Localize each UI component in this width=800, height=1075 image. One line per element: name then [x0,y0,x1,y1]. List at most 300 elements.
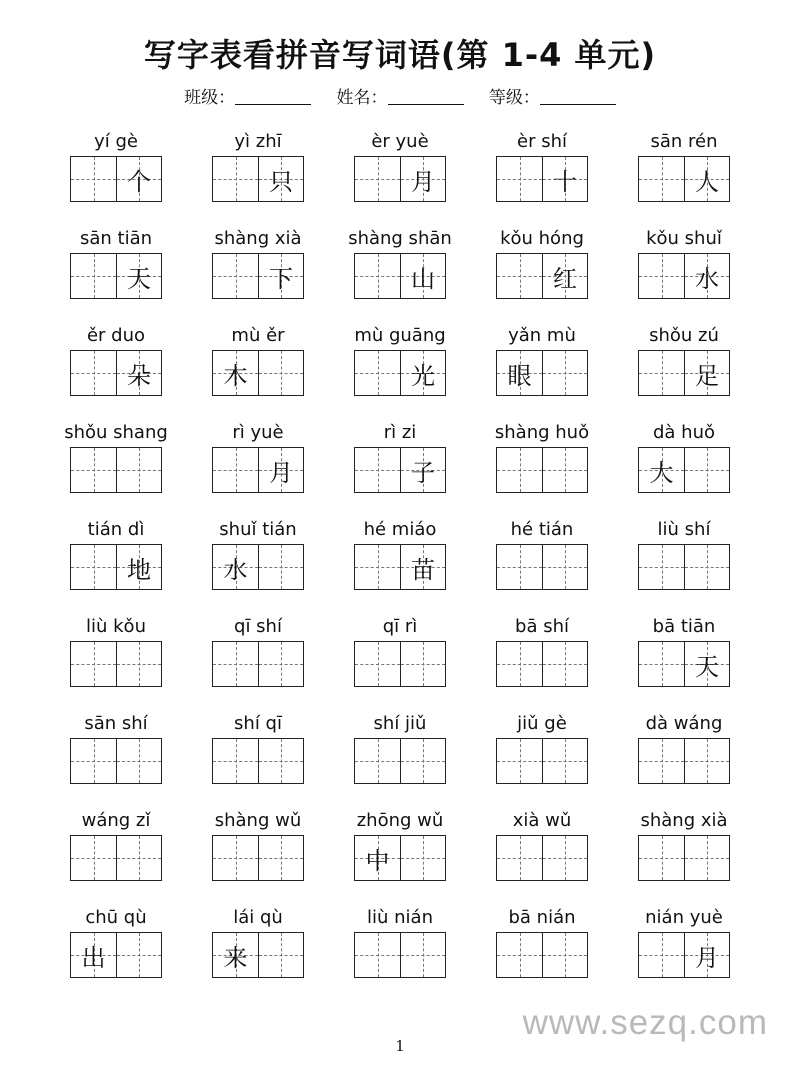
hanzi-char [401,739,445,783]
pinyin-label: shàng wǔ [214,810,302,831]
tianzige-box[interactable] [355,351,400,395]
word-item [45,225,187,322]
hanzi-char [355,448,400,492]
pinyin-label: liù kǒu [86,616,146,637]
hanzi-char [213,642,258,686]
tianzige-box[interactable] [400,642,445,686]
tianzige-box[interactable] [684,351,729,395]
hanzi-char [117,642,161,686]
tianzige-box[interactable] [400,351,445,395]
tianzige-box[interactable] [639,351,684,395]
pinyin-label: qī rì [382,616,418,637]
tianzige-box[interactable] [213,448,258,492]
tianzige-box[interactable] [639,254,684,298]
class-field [184,83,311,108]
hanzi-char [401,642,445,686]
tianzige-box[interactable] [355,933,400,977]
tianzige-box[interactable] [497,836,542,880]
pinyin-label: shuǐ tián [219,519,297,540]
hanzi-char: 苗 [411,555,435,584]
hanzi-char [355,351,400,395]
tianzige-box[interactable] [213,157,258,201]
hanzi-char [497,836,542,880]
hanzi-char [543,448,587,492]
pinyin-label: qī shí [234,616,282,637]
grade-label: 等级： [488,88,540,108]
hanzi-char [71,254,116,298]
tianzige-box-pair [354,350,446,396]
hanzi-char: 木 [223,361,248,390]
tianzige-box[interactable] [258,545,303,589]
tianzige-box-pair [496,641,588,687]
hanzi-char [685,448,729,492]
tianzige-box-pair [70,738,162,784]
word-item [187,225,329,322]
tianzige-box[interactable] [497,642,542,686]
tianzige-box[interactable] [355,642,400,686]
student-info-line [0,83,800,108]
tianzige-box-pair [354,253,446,299]
word-item [329,613,471,710]
tianzige-box[interactable] [497,933,542,977]
word-item [45,128,187,225]
pinyin-label: rì yuè [232,422,284,443]
hanzi-char: 只 [269,167,293,196]
hanzi-char [213,254,258,298]
tianzige-box[interactable] [71,642,116,686]
tianzige-box[interactable] [497,254,542,298]
hanzi-char [639,933,684,977]
pinyin-label: jiǔ gè [517,713,567,734]
tianzige-box-pair [70,835,162,881]
word-item [45,419,187,516]
hanzi-char [497,157,542,201]
tianzige-box-pair [638,350,730,396]
pinyin-label: shàng xià [214,228,302,249]
name-field [337,83,464,108]
tianzige-box[interactable] [355,545,400,589]
tianzige-box[interactable] [213,545,258,589]
hanzi-char: 子 [411,458,435,487]
tianzige-box[interactable] [400,448,445,492]
word-item [471,807,613,904]
tianzige-box[interactable] [400,157,445,201]
word-item [613,419,755,516]
hanzi-char: 水 [695,264,719,293]
tianzige-box[interactable] [116,351,161,395]
pinyin-label: shǒu shang [64,422,168,443]
tianzige-box[interactable] [71,739,116,783]
word-item [329,710,471,807]
word-item [471,904,613,1001]
tianzige-box[interactable] [684,836,729,880]
tianzige-box[interactable] [542,448,587,492]
tianzige-box-pair [354,447,446,493]
pinyin-label: chū qù [85,907,147,928]
hanzi-char: 山 [411,264,435,293]
hanzi-char [497,448,542,492]
tianzige-box[interactable] [684,545,729,589]
hanzi-char: 地 [127,555,151,584]
tianzige-box[interactable] [400,836,445,880]
tianzige-box[interactable] [639,739,684,783]
tianzige-box[interactable] [684,642,729,686]
pinyin-label: liù nián [367,907,433,928]
word-item [187,807,329,904]
tianzige-box-pair [638,253,730,299]
tianzige-box-pair [70,544,162,590]
pinyin-label: mù ěr [231,325,285,346]
tianzige-box[interactable] [400,739,445,783]
tianzige-box-pair [354,835,446,881]
tianzige-box-pair [638,932,730,978]
hanzi-char [543,351,587,395]
pinyin-label: shàng shān [348,228,452,249]
hanzi-char [71,739,116,783]
pinyin-label: yí gè [94,131,138,152]
tianzige-box[interactable] [542,254,587,298]
hanzi-char [639,545,684,589]
hanzi-char [355,254,400,298]
word-item [613,322,755,419]
tianzige-box[interactable] [639,642,684,686]
word-item [45,710,187,807]
hanzi-char [685,836,729,880]
grade-field [489,83,616,108]
tianzige-box-pair [496,932,588,978]
word-item [187,419,329,516]
tianzige-box-pair [638,738,730,784]
pinyin-label: nián yuè [645,907,723,928]
tianzige-box-pair [70,156,162,202]
hanzi-char: 红 [553,264,577,293]
hanzi-char: 个 [127,167,151,196]
pinyin-label: hé tián [510,519,574,540]
tianzige-box[interactable] [497,448,542,492]
tianzige-box[interactable] [258,739,303,783]
tianzige-box-pair [70,641,162,687]
tianzige-box-pair [496,544,588,590]
word-item [187,613,329,710]
tianzige-box-pair [496,835,588,881]
tianzige-box[interactable] [116,157,161,201]
tianzige-box[interactable] [400,545,445,589]
word-item [613,710,755,807]
tianzige-box[interactable] [684,254,729,298]
hanzi-char: 下 [269,264,293,293]
word-item [613,904,755,1001]
hanzi-char [639,642,684,686]
hanzi-char [71,545,116,589]
tianzige-box-pair [70,253,162,299]
hanzi-char: 出 [81,943,106,972]
tianzige-box-pair [496,350,588,396]
tianzige-box[interactable] [213,739,258,783]
tianzige-box-pair [212,932,304,978]
hanzi-char [543,933,587,977]
tianzige-box[interactable] [639,836,684,880]
word-item [613,516,755,613]
pinyin-label: mù guāng [354,325,446,346]
tianzige-box[interactable] [684,933,729,977]
word-item [613,807,755,904]
word-item [471,322,613,419]
hanzi-char: 来 [223,943,248,972]
hanzi-char [213,157,258,201]
word-item [329,419,471,516]
tianzige-box[interactable] [497,351,542,395]
tianzige-box[interactable] [116,739,161,783]
tianzige-box-pair [354,932,446,978]
tianzige-box[interactable] [116,836,161,880]
tianzige-box[interactable] [116,254,161,298]
hanzi-char: 足 [695,361,719,390]
class-label: 班级： [184,88,236,108]
word-item [45,322,187,419]
pinyin-label: hé miáo [363,519,437,540]
tianzige-box[interactable] [213,254,258,298]
hanzi-char [259,739,303,783]
tianzige-box[interactable] [639,933,684,977]
tianzige-box[interactable] [639,448,684,492]
hanzi-char [259,836,303,880]
hanzi-char [543,545,587,589]
tianzige-box-pair [212,738,304,784]
tianzige-box[interactable] [355,157,400,201]
tianzige-box[interactable] [116,933,161,977]
pinyin-label: xià wǔ [512,810,572,831]
hanzi-char [71,642,116,686]
word-item [329,322,471,419]
hanzi-char [543,642,587,686]
tianzige-box-pair [70,447,162,493]
hanzi-char [639,739,684,783]
hanzi-char [117,448,161,492]
tianzige-box[interactable] [684,157,729,201]
tianzige-box[interactable] [542,739,587,783]
name-label: 姓名： [336,88,388,108]
pinyin-label: zhōng wǔ [356,810,444,831]
hanzi-char [497,739,542,783]
page-title: 写字表看拼音写词语(第 1-4 单元) [143,36,657,74]
tianzige-box[interactable] [116,545,161,589]
tianzige-box[interactable] [355,254,400,298]
tianzige-box[interactable] [258,933,303,977]
tianzige-box[interactable] [258,351,303,395]
hanzi-char [213,836,258,880]
tianzige-box[interactable] [400,933,445,977]
hanzi-char [355,545,400,589]
name-blank[interactable] [388,90,464,105]
hanzi-char [259,642,303,686]
tianzige-box[interactable] [258,448,303,492]
hanzi-char [401,933,445,977]
tianzige-box-pair [638,544,730,590]
class-blank[interactable] [235,90,311,105]
hanzi-char: 天 [127,264,151,293]
pinyin-label: sān tiān [79,228,153,249]
word-item [471,128,613,225]
tianzige-box[interactable] [400,254,445,298]
word-item [45,516,187,613]
hanzi-char: 光 [411,361,435,390]
watermark: www.sezq.com [522,1003,768,1042]
word-item [613,128,755,225]
tianzige-box-pair [212,253,304,299]
pinyin-label: rì zi [383,422,417,443]
tianzige-box[interactable] [71,448,116,492]
tianzige-box[interactable] [639,157,684,201]
tianzige-box[interactable] [684,739,729,783]
pinyin-label: bā nián [508,907,576,928]
pinyin-label: tián dì [87,519,145,540]
tianzige-box[interactable] [71,157,116,201]
word-item [329,904,471,1001]
hanzi-char [497,642,542,686]
word-item [45,807,187,904]
pinyin-label: bā shí [515,616,569,637]
hanzi-char [71,836,116,880]
hanzi-char [497,254,542,298]
hanzi-char [497,545,542,589]
tianzige-box[interactable] [258,642,303,686]
tianzige-box[interactable] [542,157,587,201]
hanzi-char [355,739,400,783]
pinyin-label: yǎn mù [508,325,576,346]
tianzige-box[interactable] [542,642,587,686]
hanzi-char: 眼 [507,361,532,390]
hanzi-char: 十 [553,167,577,196]
tianzige-box[interactable] [116,448,161,492]
word-item [329,807,471,904]
hanzi-char [543,836,587,880]
pinyin-label: dà wáng [645,713,723,734]
hanzi-char [685,545,729,589]
pinyin-label: lái qù [233,907,283,928]
pinyin-label: shǒu zú [649,325,719,346]
hanzi-char [71,157,116,201]
tianzige-box-pair [638,156,730,202]
hanzi-char [71,448,116,492]
hanzi-char [639,351,684,395]
tianzige-box-pair [70,350,162,396]
tianzige-box-pair [212,156,304,202]
tianzige-box-pair [496,738,588,784]
tianzige-box[interactable] [542,836,587,880]
tianzige-box[interactable] [497,739,542,783]
word-item [187,322,329,419]
tianzige-box[interactable] [71,933,116,977]
tianzige-box-pair [354,156,446,202]
tianzige-box[interactable] [213,933,258,977]
tianzige-box[interactable] [71,254,116,298]
tianzige-box[interactable] [213,642,258,686]
word-item [329,128,471,225]
hanzi-char [259,545,303,589]
word-item [45,904,187,1001]
hanzi-char [355,642,400,686]
tianzige-box[interactable] [71,836,116,880]
word-item [187,710,329,807]
page-number: 1 [395,1037,405,1055]
tianzige-box[interactable] [639,545,684,589]
tianzige-box[interactable] [355,448,400,492]
hanzi-char [355,157,400,201]
word-item [471,225,613,322]
tianzige-box[interactable] [116,642,161,686]
pinyin-label: yì zhī [234,131,282,152]
word-item [45,613,187,710]
hanzi-char [355,933,400,977]
tianzige-box[interactable] [684,448,729,492]
pinyin-label: dà huǒ [652,422,715,443]
tianzige-box[interactable] [497,157,542,201]
tianzige-box[interactable] [258,254,303,298]
hanzi-char [639,836,684,880]
pinyin-label: èr shí [517,131,567,152]
hanzi-char [497,933,542,977]
grade-blank[interactable] [540,90,616,105]
tianzige-box-pair [212,641,304,687]
hanzi-char [259,351,303,395]
hanzi-char: 月 [695,943,719,972]
tianzige-box[interactable] [71,545,116,589]
tianzige-box[interactable] [213,836,258,880]
tianzige-box-pair [638,835,730,881]
tianzige-box[interactable] [497,545,542,589]
word-item [471,710,613,807]
pinyin-label: shàng xià [640,810,728,831]
hanzi-char: 月 [411,167,435,196]
hanzi-char [259,933,303,977]
word-item [329,516,471,613]
tianzige-box-pair [496,253,588,299]
hanzi-char [639,157,684,201]
tianzige-box[interactable] [542,933,587,977]
word-item [613,613,755,710]
pinyin-label: sān rén [650,131,718,152]
tianzige-box[interactable] [258,836,303,880]
word-item [187,904,329,1001]
tianzige-box[interactable] [542,545,587,589]
pinyin-label: shí jiǔ [373,713,427,734]
hanzi-char [117,739,161,783]
tianzige-box[interactable] [355,836,400,880]
word-item [329,225,471,322]
tianzige-box[interactable] [542,351,587,395]
tianzige-box-pair [212,835,304,881]
tianzige-box-pair [638,447,730,493]
tianzige-box[interactable] [71,351,116,395]
word-item [471,516,613,613]
word-item [471,613,613,710]
tianzige-box[interactable] [355,739,400,783]
hanzi-char: 朵 [127,361,151,390]
hanzi-char: 人 [695,167,719,196]
tianzige-box[interactable] [258,157,303,201]
hanzi-char [401,836,445,880]
tianzige-box-pair [212,447,304,493]
tianzige-box[interactable] [213,351,258,395]
pinyin-label: èr yuè [371,131,429,152]
tianzige-box-pair [354,544,446,590]
hanzi-char [117,836,161,880]
tianzige-box-pair [354,641,446,687]
hanzi-char: 天 [695,652,719,681]
pinyin-label: bā tiān [652,616,716,637]
word-item [187,516,329,613]
hanzi-char [71,351,116,395]
